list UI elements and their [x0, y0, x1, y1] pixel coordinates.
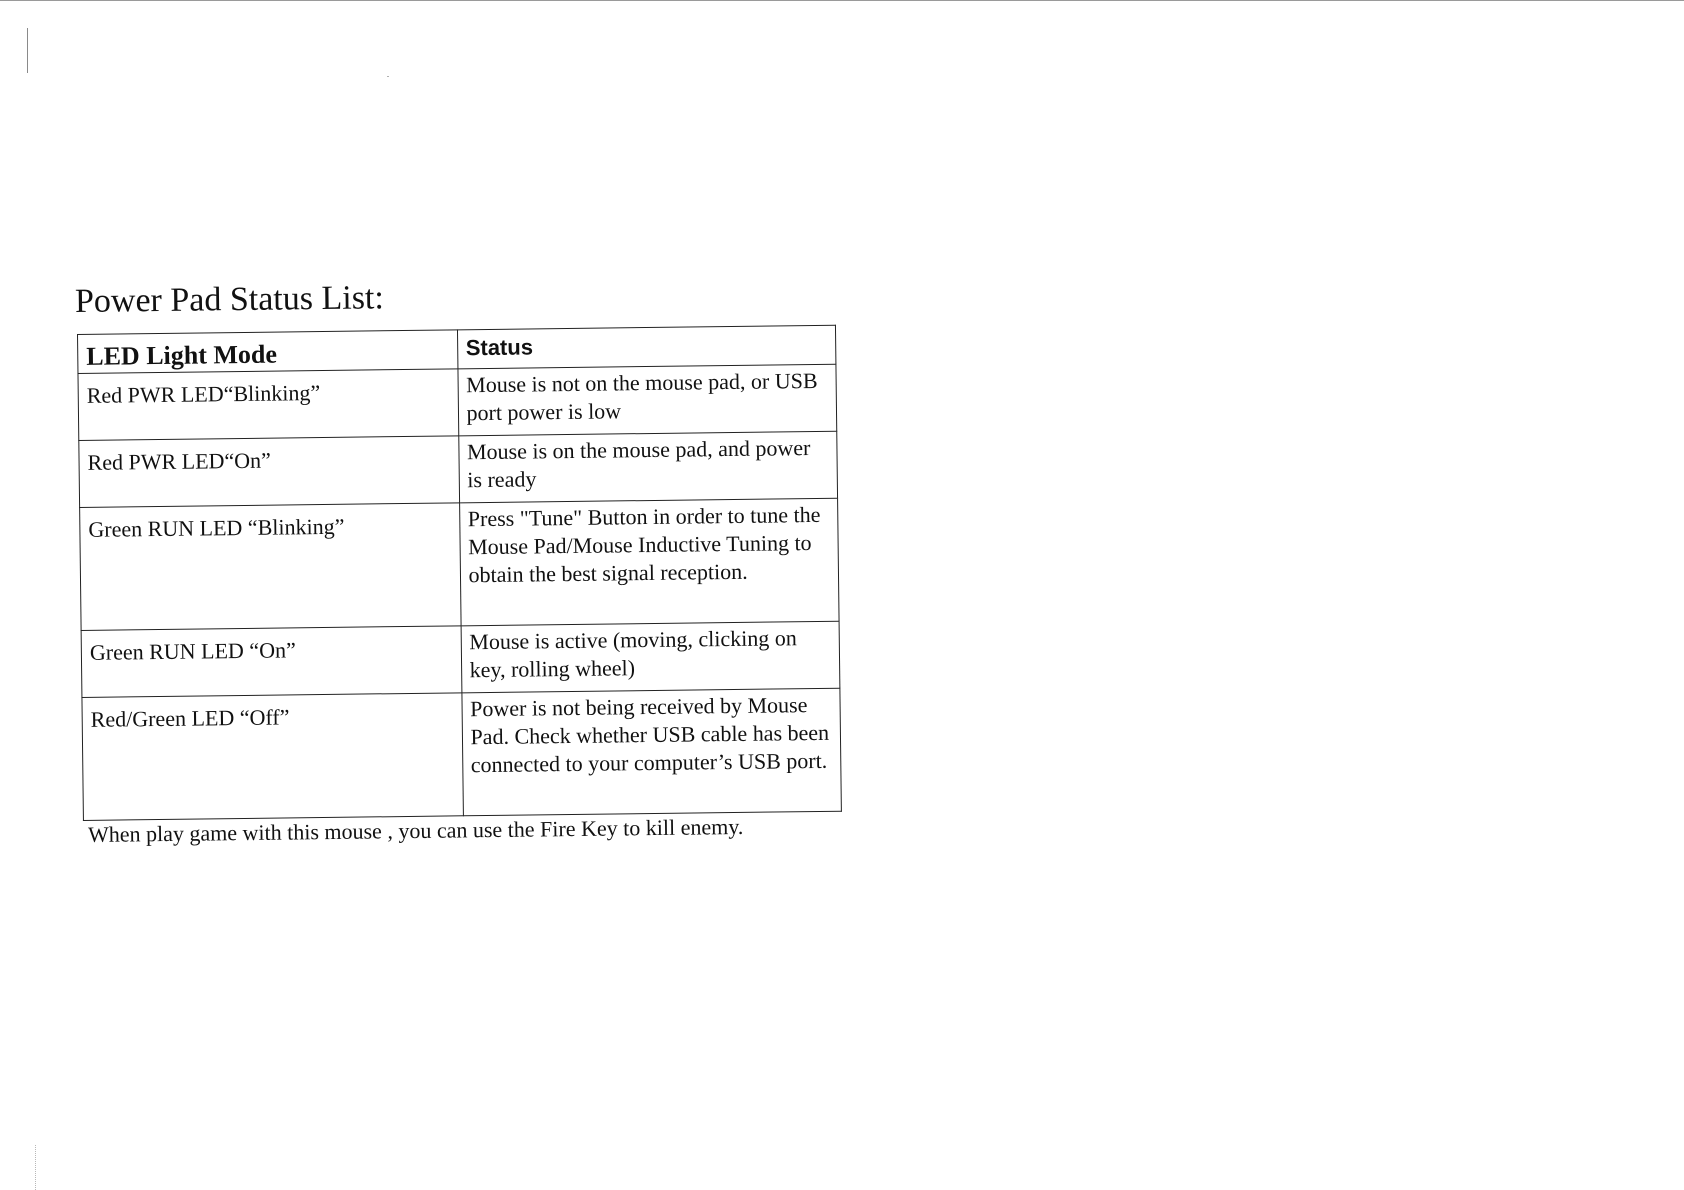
led-light-mode-header: LED Light Mode — [78, 330, 458, 374]
led-mode-cell: Red PWR LED“Blinking” — [78, 369, 458, 441]
table-row — [80, 498, 839, 630]
status-header: Status — [457, 325, 836, 369]
table-row — [79, 431, 838, 507]
scan-artifact-dotted-line — [35, 1145, 36, 1190]
scan-artifact-line — [27, 28, 28, 73]
status-cell: Mouse is active (moving, clicking on key, rolling wheel) — [461, 621, 840, 693]
led-mode-cell: Green RUN LED “On” — [81, 626, 461, 698]
scan-artifact-dot — [387, 76, 389, 77]
led-mode-cell: Red PWR LED“On” — [79, 436, 459, 508]
status-table — [77, 325, 842, 821]
fire-key-note: When play game with this mouse , you can use the Fire Key to kill enemy. — [87, 813, 744, 847]
led-mode-cell: Red/Green LED “Off” — [82, 693, 463, 821]
scan-top-edge — [0, 0, 1684, 1]
status-cell: Press "Tune" Button in order to tune the Mouse Pad/Mouse Inductive Tuning to obtain the best signal reception. — [459, 498, 839, 626]
table-row — [81, 621, 840, 697]
table-row — [78, 364, 837, 440]
status-cell: Power is not being received by Mouse Pad. Check whether USB cable has been connected to your computer’s USB port. — [461, 688, 841, 816]
status-cell: Mouse is not on the mouse pad, or USB port power is low — [457, 364, 836, 436]
page-title: Power Pad Status List: — [74, 279, 385, 320]
led-mode-cell: Green RUN LED “Blinking” — [80, 503, 461, 631]
status-cell: Mouse is on the mouse pad, and power is ready — [458, 431, 837, 503]
table-row — [82, 688, 841, 820]
